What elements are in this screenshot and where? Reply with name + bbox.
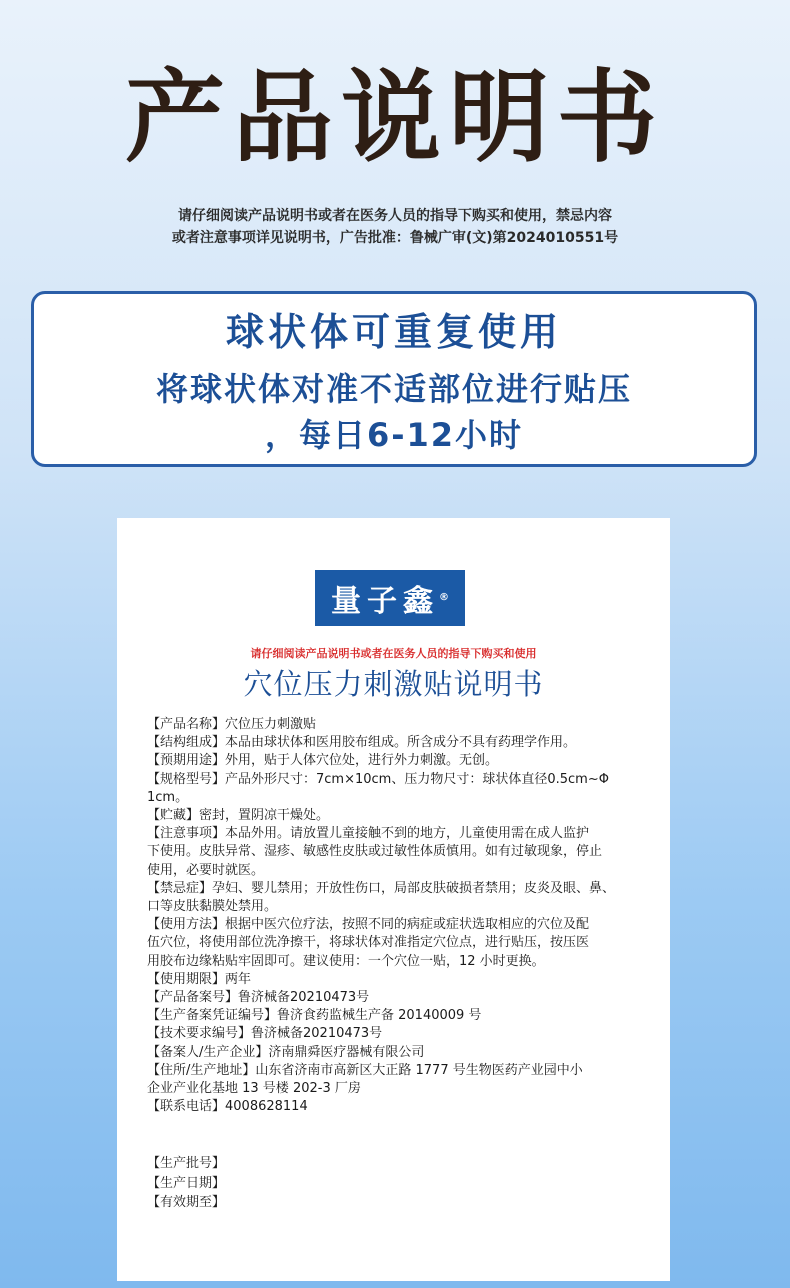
instruction-leaflet <box>117 518 670 1281</box>
spec-line: 【规格型号】产品外形尺寸：7cm×10cm、压力物尺寸：球状体直径0.5cm~Φ <box>147 771 609 787</box>
spec-line: 【贮藏】密封，置阴凉干燥处。 <box>147 808 330 824</box>
spec-line: 用胶布边缘粘贴牢固即可。建议使用：一个穴位一贴，12 小时更换。 <box>147 953 545 969</box>
spec-list <box>147 716 641 1116</box>
disclaimer-line: 请仔细阅读产品说明书或者在医务人员的指导下购买和使用，禁忌内容 <box>178 208 612 224</box>
production-date-field: 【生产日期】 <box>147 1175 226 1191</box>
spec-line: 【生产备案凭证编号】鲁济食药监械生产备 20140009 号 <box>147 1008 482 1024</box>
disclaimer <box>0 205 790 249</box>
batch-number-field: 【生产批号】 <box>147 1156 226 1171</box>
usage-description <box>34 366 754 458</box>
spec-line: 企业产业化基地 13 号楼 202-3 厂房 <box>147 1081 361 1097</box>
spec-line: 【技术要求编号】鲁济械备20210473号 <box>147 1026 383 1042</box>
spec-line: 【产品备案号】鲁济械备20210473号 <box>147 990 370 1006</box>
spec-line: 【使用期限】两年 <box>147 971 252 987</box>
batch-fields <box>147 1154 641 1213</box>
spec-line: 伍穴位，将使用部位洗净擦干，将球状体对准指定穴位点，进行贴压，按压医 <box>147 935 590 951</box>
spec-line: 口等皮肤黏膜处禁用。 <box>147 899 278 915</box>
leaflet-title: 穴位压力刺激贴说明书 <box>243 667 544 701</box>
spec-line: 【备案人/生产企业】济南鼎舜医疗器械有限公司 <box>147 1044 425 1060</box>
spec-line: 使用，必要时就医。 <box>147 862 265 878</box>
usage-description-line: 将球状体对准不适部位进行贴压 <box>155 370 632 408</box>
usage-callout <box>31 291 757 467</box>
spec-line: 【禁忌症】孕妇、婴儿禁用；开放性伤口，局部皮肤破损者禁用；皮炎及眼、鼻、 <box>147 880 616 896</box>
spec-line: 下使用。皮肤异常、湿疹、敏感性皮肤或过敏性体质慎用。如有过敏现象，停止 <box>147 844 603 860</box>
expiry-date-field: 【有效期至】 <box>147 1195 226 1210</box>
disclaimer-line: 或者注意事项详见说明书，广告批准：鲁械广审(文)第2024010551号 <box>171 230 619 246</box>
spec-line: 【住所/生产地址】山东省济南市高新区大正路 1777 号生物医药产业园中小 <box>147 1062 583 1078</box>
spec-line: 【产品名称】穴位压力刺激贴 <box>147 717 317 732</box>
spec-line: 【使用方法】根据中医穴位疗法，按照不同的病症或症状选取相应的穴位及配 <box>147 917 590 933</box>
registered-mark: ® <box>439 592 449 603</box>
spec-line: 【结构组成】本品由球状体和医用胶布组成。所含成分不具有药理学作用。 <box>147 735 577 751</box>
spec-line: 【预期用途】外用，贴于人体穴位处，进行外力刺激。无创。 <box>147 753 499 769</box>
spec-line: 【注意事项】本品外用。请放置儿童接触不到的地方，儿童使用需在成人监护 <box>147 826 590 842</box>
usage-title: 球状体可重复使用 <box>225 310 562 354</box>
brand-logo-text: 量子鑫 <box>331 584 439 619</box>
page-title: 产品说明书 <box>125 59 665 176</box>
leaflet-warning: 请仔细阅读产品说明书或者在医务人员的指导下购买和使用 <box>250 647 537 660</box>
usage-description-line: ，每日6-12小时 <box>264 416 524 454</box>
spec-line: 【联系电话】4008628114 <box>147 1099 308 1115</box>
brand-logo <box>315 570 465 626</box>
spec-line: 1cm。 <box>147 789 189 805</box>
